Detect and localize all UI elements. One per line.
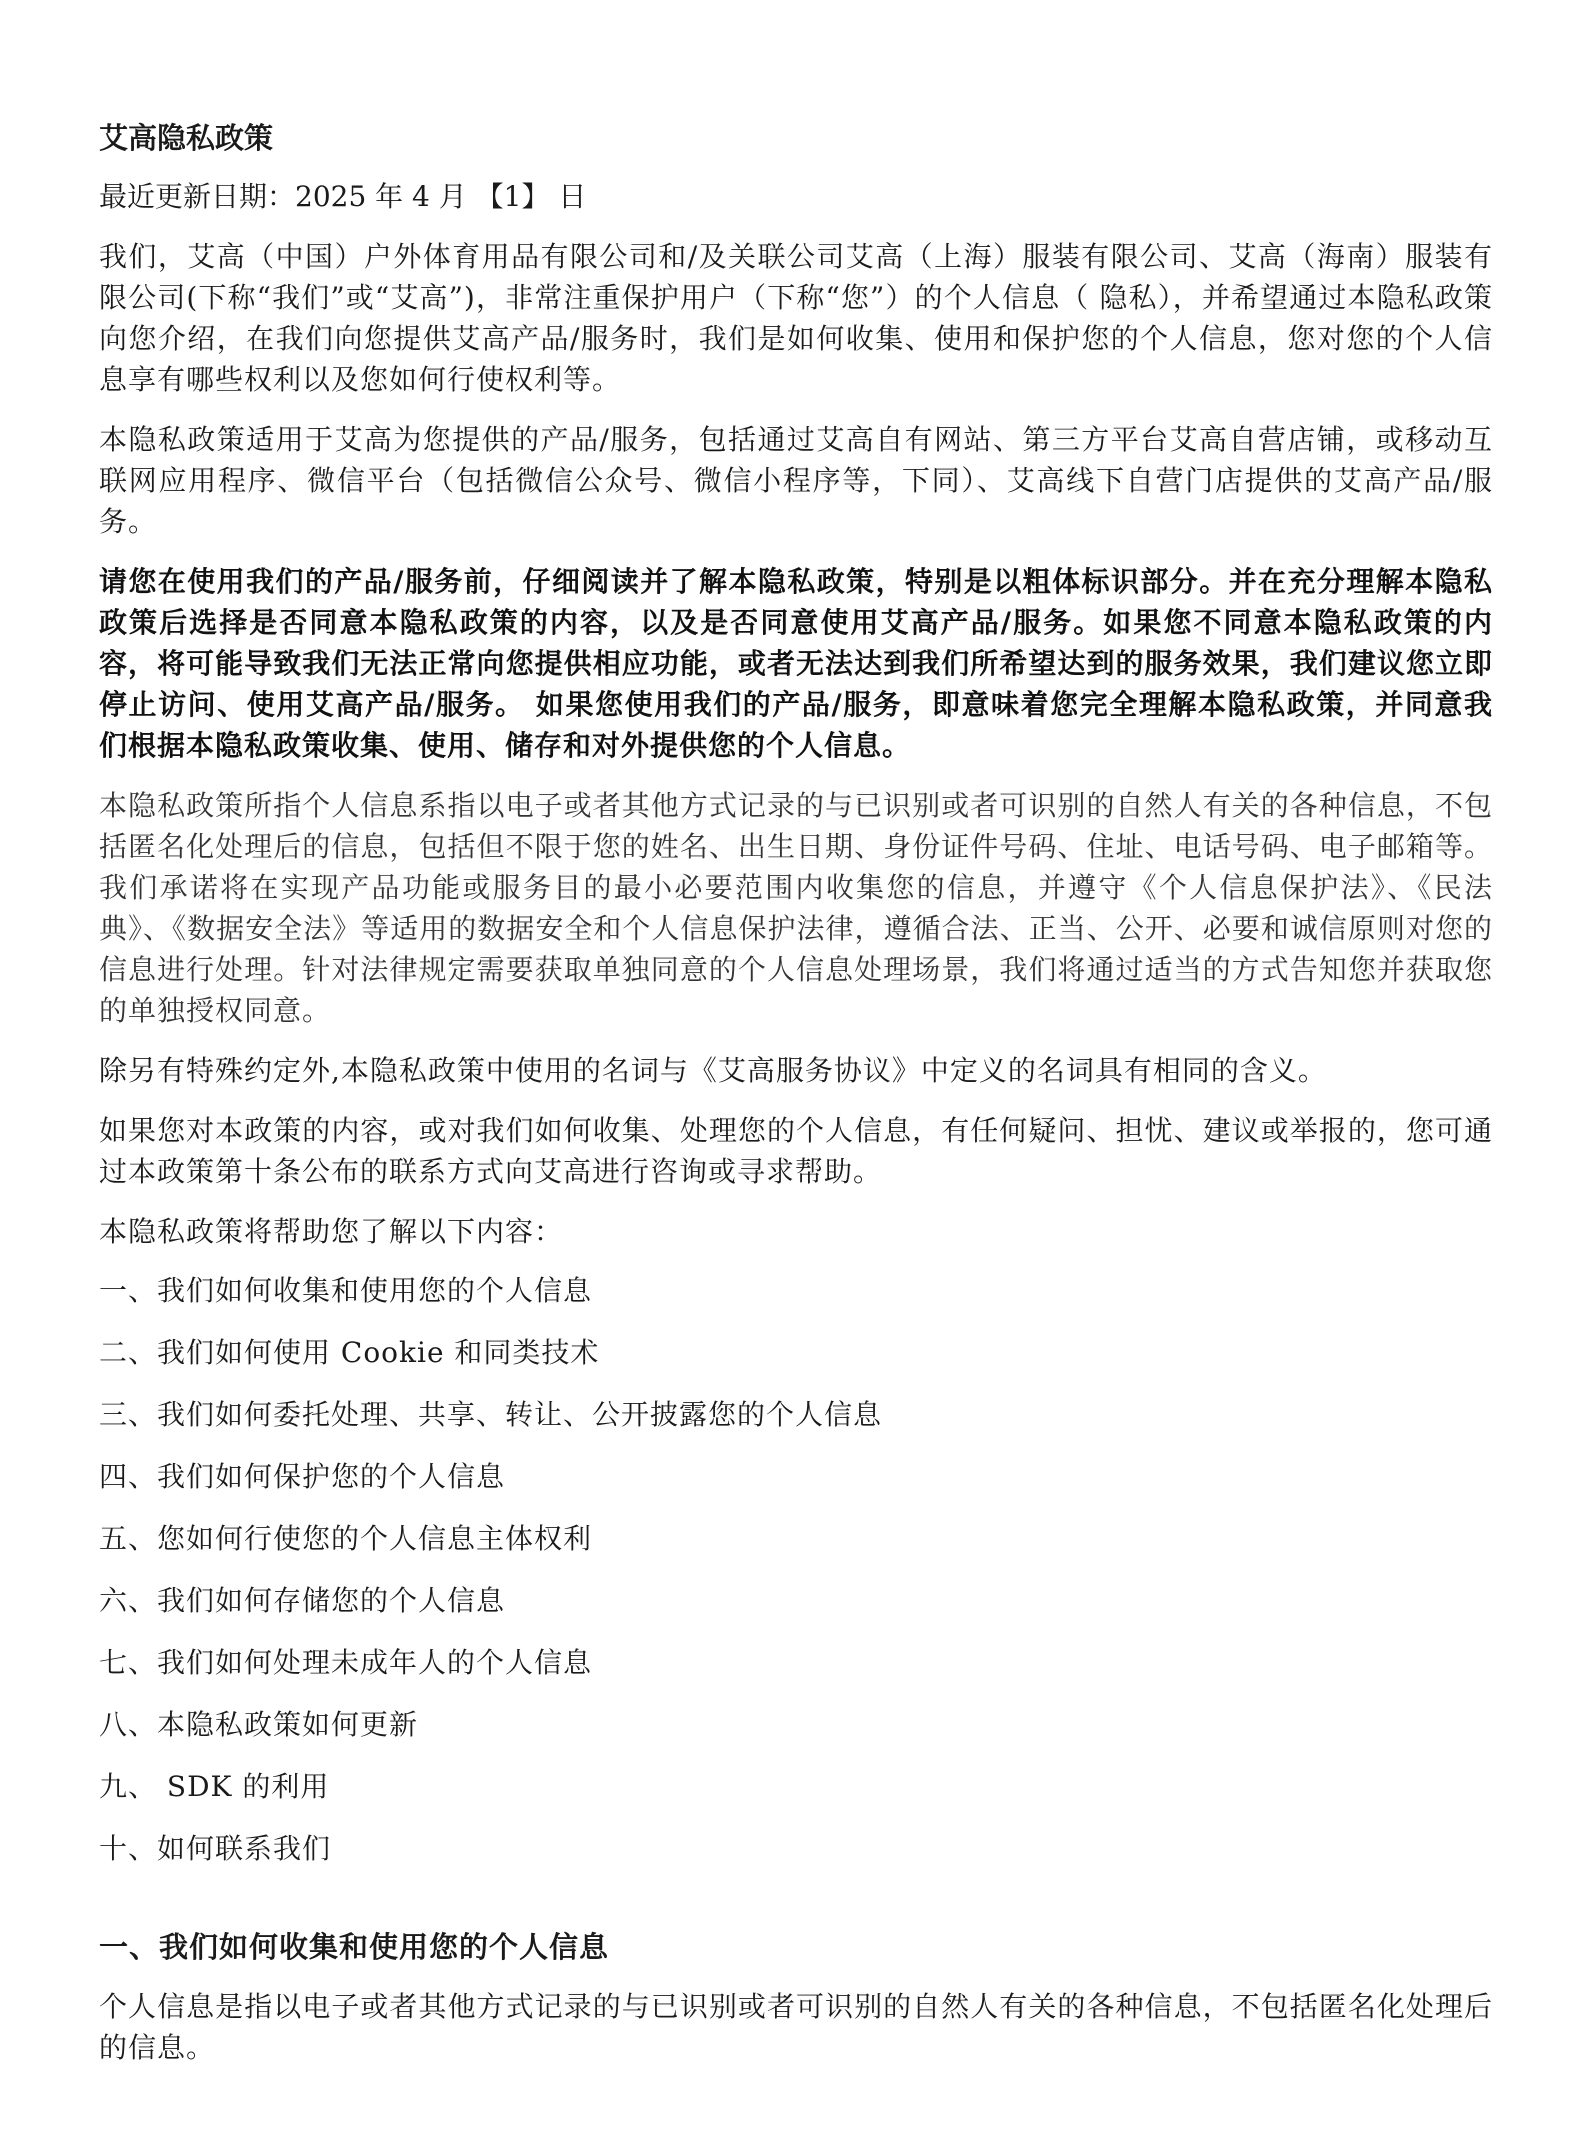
toc-item: 九、 SDK 的利用 <box>99 1770 330 1803</box>
toc-item: 五、您如何行使您的个人信息主体权利 <box>99 1522 593 1555</box>
consent-notice-paragraph: 请您在使用我们的产品/服务前，仔细阅读并了解本隐私政策，特别是以粗体标识部分。并在充分理解本隐私政策后选择是否同意本隐私政策的内容，以及是否同意使用艾高产品/服务。如果您不同意本隐私政策的内容，将可能导致我们无法正常向您提供相应功能，或者无法达到我们所希望达到的服务效果，我们建议您立即停止访问、使用艾高产品/服务。 如果您使用我们的产品/服务，即意味着您完全理解本隐私政策，并同意我们根据本隐私政策收集、使用、储存和对外提供您的个人信息。 <box>99 565 1493 762</box>
toc-item: 八、本隐私政策如何更新 <box>99 1708 419 1741</box>
document-title: 艾高隐私政策 <box>99 121 274 155</box>
section-body-paragraph: 个人信息是指以电子或者其他方式记录的与已识别或者可识别的自然人有关的各种信息，不包括匿名化处理后的信息。 <box>99 1990 1493 2064</box>
scope-paragraph: 本隐私政策适用于艾高为您提供的产品/服务，包括通过艾高自有网站、第三方平台艾高自营店铺，或移动互联网应用程序、微信平台（包括微信公众号、微信小程序等，下同）、艾高线下自营门店提供的艾高产品/服务。 <box>99 423 1493 538</box>
terms-definition-paragraph: 除另有特殊约定外,本隐私政策中使用的名词与《艾高服务协议》中定义的名词具有相同的含义。 <box>99 1054 1327 1087</box>
toc-item: 四、我们如何保护您的个人信息 <box>99 1460 506 1493</box>
toc-item: 二、我们如何使用 Cookie 和同类技术 <box>99 1336 600 1369</box>
toc-item: 十、如何联系我们 <box>99 1832 332 1865</box>
toc-item: 一、我们如何收集和使用您的个人信息 <box>99 1274 593 1307</box>
toc-item: 七、我们如何处理未成年人的个人信息 <box>99 1646 593 1679</box>
table-of-contents <box>99 1271 1493 1869</box>
policy-document <box>99 118 1493 2087</box>
intro-paragraph: 我们，艾高（中国）户外体育用品有限公司和/及关联公司艾高（上海）服装有限公司、艾高（海南）服装有限公司(下称“我们”或“艾高”)，非常注重保护用户（下称“您”）的个人信息（ 隐私），并希望通过本隐私政策向您介绍，在我们向您提供艾高产品/服务时，我们是如何收集、使用和保护您的个人信息，您对您的个人信息享有哪些权利以及您如何行使权利等。 <box>99 240 1493 396</box>
last-updated-date: 最近更新日期：2025 年 4 月 【1】 日 <box>99 180 587 213</box>
personal-info-definition-paragraph: 本隐私政策所指个人信息系指以电子或者其他方式记录的与已识别或者可识别的自然人有关的各种信息，不包括匿名化处理后的信息，包括但不限于您的姓名、出生日期、身份证件号码、住址、电话号码、电子邮箱等。我们承诺将在实现产品功能或服务目的最小必要范围内收集您的信息，并遵守《个人信息保护法》、《民法典》、《数据安全法》等适用的数据安全和个人信息保护法律，遵循合法、正当、公开、必要和诚信原则对您的信息进行处理。针对法律规定需要获取单独同意的个人信息处理场景，我们将通过适当的方式告知您并获取您的单独授权同意。 <box>99 789 1493 1027</box>
toc-item: 六、我们如何存储您的个人信息 <box>99 1584 506 1617</box>
contact-paragraph: 如果您对本政策的内容，或对我们如何收集、处理您的个人信息，有任何疑问、担忧、建议或举报的，您可通过本政策第十条公布的联系方式向艾高进行咨询或寻求帮助。 <box>99 1114 1493 1188</box>
toc-intro: 本隐私政策将帮助您了解以下内容： <box>99 1215 564 1248</box>
toc-item: 三、我们如何委托处理、共享、转让、公开披露您的个人信息 <box>99 1398 883 1431</box>
section-heading: 一、我们如何收集和使用您的个人信息 <box>99 1930 610 1964</box>
